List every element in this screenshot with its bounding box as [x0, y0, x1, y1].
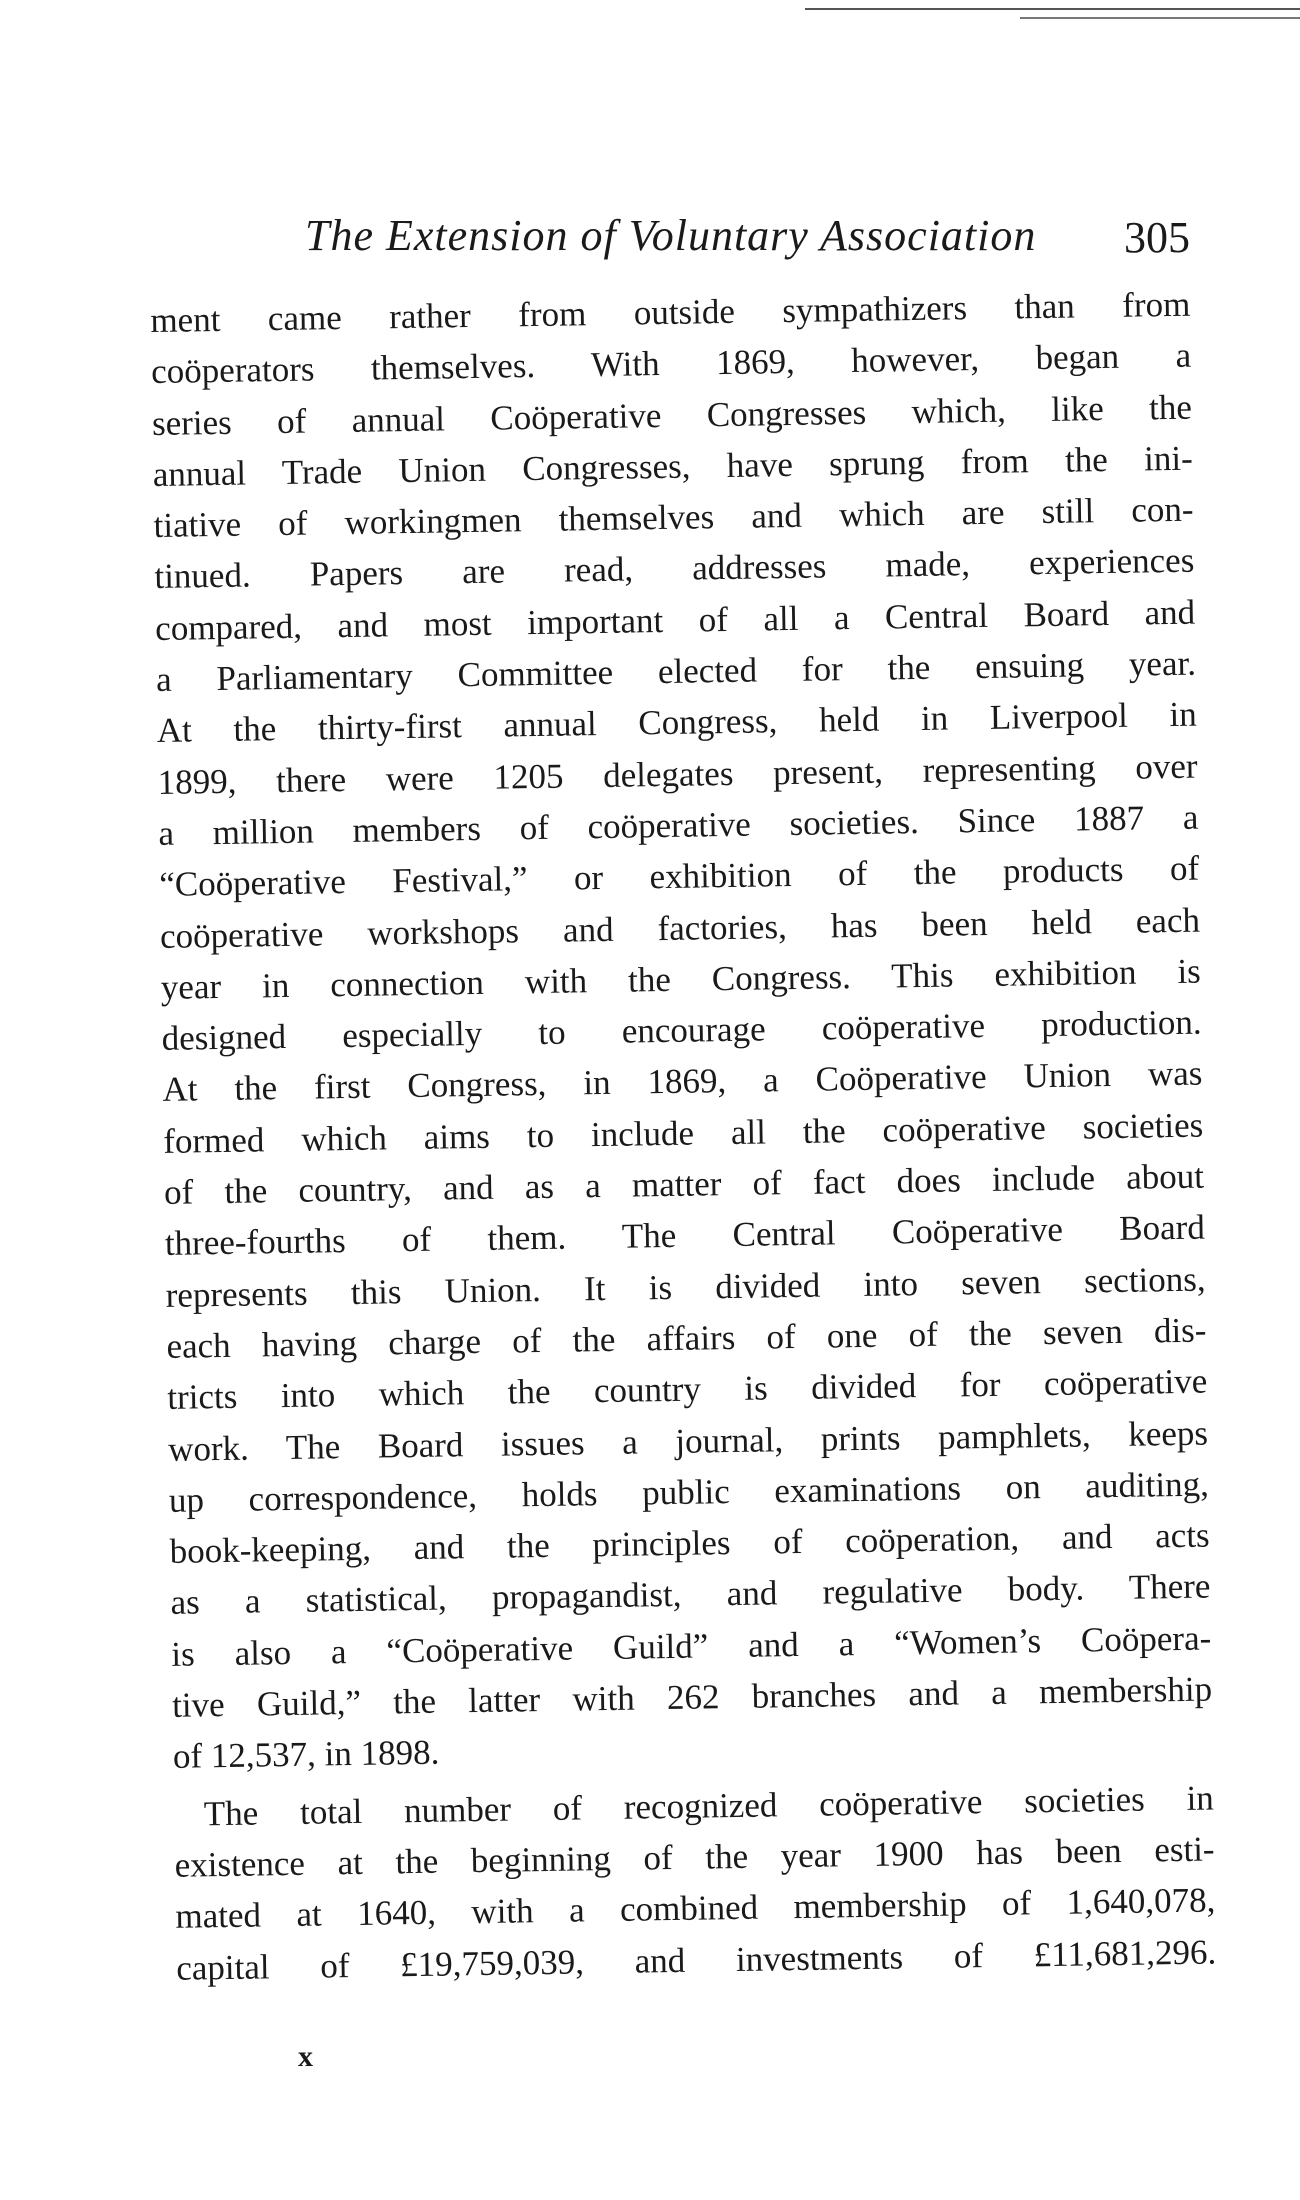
text-line: tricts into which the country is divided for coöperative — [167, 1361, 1208, 1418]
text-line: The total number of recognized coöperative societies in — [203, 1778, 1215, 1833]
text-line: annual Trade Union Congresses, have sprung from the ini- — [152, 438, 1193, 494]
text-line: tiative of workingmen themselves and which are still con- — [153, 489, 1194, 546]
text-line: as a statistical, propagandist, and regulative body. There — [170, 1566, 1211, 1623]
text-line: tinued. Papers are read, addresses made, experiences — [154, 541, 1195, 597]
text-line: “Coöperative Festival,” or exhibition of the products of — [158, 848, 1200, 905]
text-line: series of annual Coöperative Congresses which, like the — [151, 387, 1193, 443]
text-line: ment came rather from outside sympathizers than from — [150, 284, 1191, 340]
signature-mark: x — [298, 2040, 313, 2073]
page-number: 305 — [1124, 213, 1190, 262]
text-line: 1899, there were 1205 delegates present, representing over — [157, 746, 1198, 802]
text-line: coöperative workshops and factories, has been held each — [159, 900, 1201, 956]
text-line: tive Guild,” the latter with 262 branches and a membership — [171, 1669, 1213, 1725]
text-line: of the country, and as a matter of fact does include about — [163, 1156, 1205, 1212]
paragraph-2 — [173, 1772, 1216, 1993]
text-line: existence at the beginning of the year 1900 has been esti- — [174, 1829, 1215, 1885]
text-line: At the thirty-first annual Congress, held in Liverpool in — [156, 694, 1198, 751]
text-line: of 12,537, in 1898. — [172, 1732, 440, 1777]
text-line: At the first Congress, in 1869, a Coöperative Union was — [162, 1054, 1203, 1110]
text-line: each having charge of the affairs of one of the seven dis- — [166, 1310, 1207, 1366]
paragraph-1 — [150, 279, 1213, 1783]
text-line: is also a “Coöperative Guild” and a “Women’s Coöpera- — [171, 1618, 1212, 1674]
text-line: a million members of coöperative societies. Since 1887 a — [158, 797, 1199, 853]
text-line: coöperators themselves. With 1869, however, began a — [150, 335, 1192, 392]
text-line: capital of £19,759,039, and investments of £11,681,296. — [175, 1931, 1217, 1988]
body-text — [150, 279, 1217, 2035]
running-title: The Extension of Voluntary Association — [305, 211, 1037, 260]
text-line: designed especially to encourage coöperative production. — [161, 1002, 1202, 1059]
text-line: formed which aims to include all the coöperative societies — [162, 1105, 1204, 1161]
text-line: book-keeping, and the principles of coöperation, and acts — [169, 1515, 1210, 1571]
text-line: three-fourths of them. The Central Coöperative Board — [164, 1207, 1206, 1264]
text-line: represents this Union. It is divided into seven sections, — [165, 1259, 1206, 1315]
text-line: year in connection with the Congress. This exhibition is — [160, 951, 1202, 1007]
text-line: work. The Board issues a journal, prints pamphlets, keeps — [167, 1413, 1209, 1469]
scan-edge-rule — [805, 8, 1300, 10]
text-line: up correspondence, holds public examinations on auditing, — [168, 1464, 1210, 1520]
running-head — [150, 200, 1190, 280]
text-line: mated at 1640, with a combined membership of 1,640,078, — [175, 1880, 1216, 1937]
scan-edge-rule-secondary — [1020, 17, 1300, 19]
text-line: compared, and most important of all a Central Board and — [154, 592, 1196, 648]
text-line: a Parliamentary Committee elected for the ensuing year. — [155, 643, 1197, 700]
